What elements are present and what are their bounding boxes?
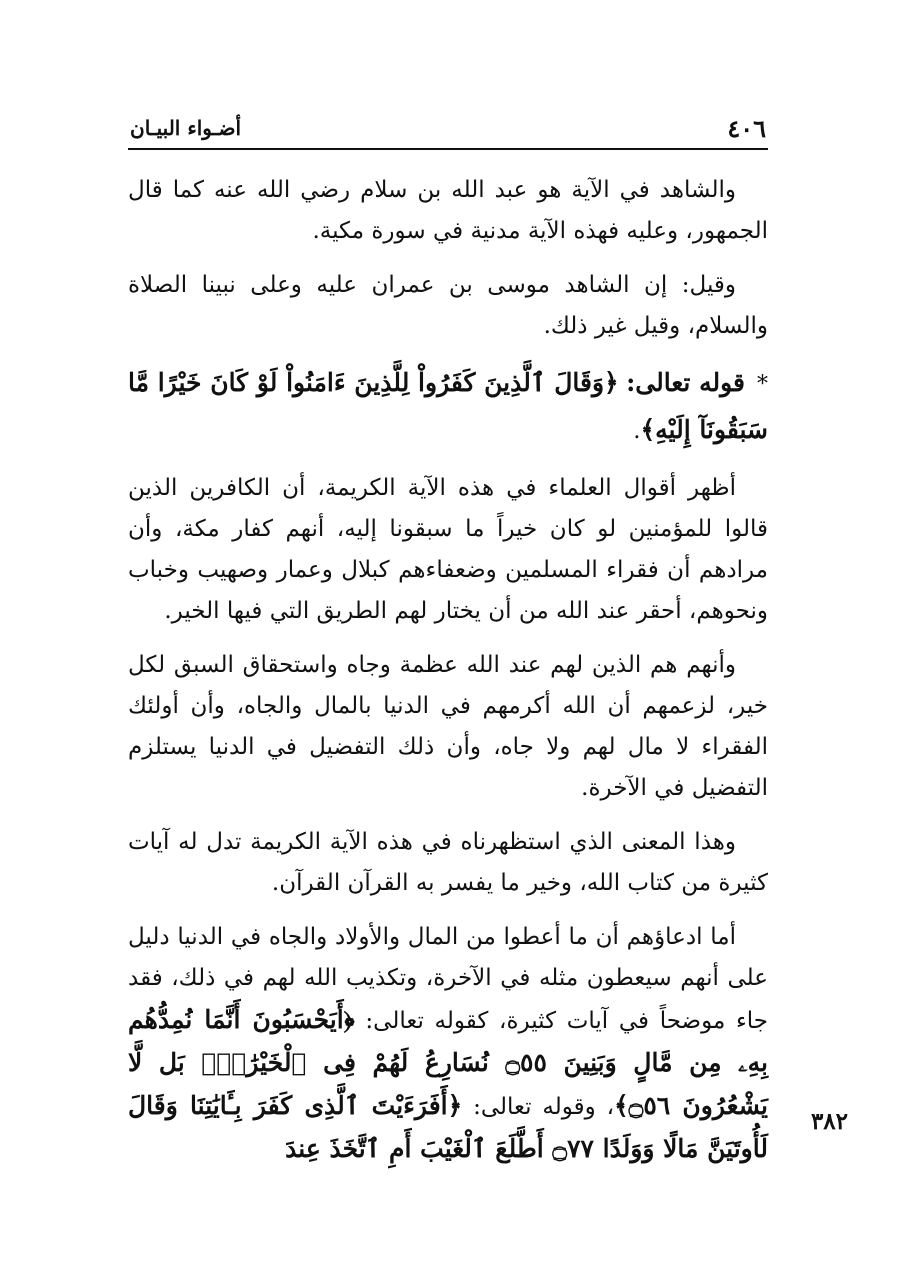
paragraph-3: أظهر أقوال العلماء في هذه الآية الكريمة، أن الكافرين الذين قالوا للمؤمنين لو كان خيراً ما سبقونا إليه، أنهم كفار مكة، وأن مرادهم أن فقراء المسلمين وضعفاءهم كبلال وعمار وصهيب وخباب ونحوهم، أحقر عند الله من أن يختار لهم الطريق التي فيها الخير. <box>128 475 768 624</box>
paragraph-6-text-1: أما ادعاؤهم أن ما أعطوا من المال والأولاد والجاه في الدنيا دليل على أنهم سيعطون مثله في الآخرة، وتكذيب الله لهم في ذلك، فقد جاء موضحاً في آيات كثيرة، كقوله تعالى: <box>128 924 768 1034</box>
paragraph-1: والشاهد في الآية هو عبد الله بن سلام رضي الله عنه كما قال الجمهور، وعليه فهذه الآية مدنية في سورة مكية. <box>128 177 768 244</box>
paragraph-2: وقيل: إن الشاهد موسى بن عمران عليه وعلى نبينا الصلاة والسلام، وقيل غير ذلك. <box>128 272 768 339</box>
verse-heading <box>128 360 768 454</box>
page-header <box>128 106 768 150</box>
book-title: أضـواء البيـان <box>130 116 242 140</box>
verse-heading-label: قوله تعالى: <box>626 368 745 397</box>
paragraph-5: وهذا المعنى الذي استظهرناه في هذه الآية الكريمة تدل له آيات كثيرة من كتاب الله، وخير ما يفسر به القرآن القرآن. <box>128 829 768 896</box>
header-rule <box>128 148 768 150</box>
star-icon: * <box>757 372 768 397</box>
quran-verse-3: ﴿أَفَرَءَيْتَ ٱلَّذِى كَفَرَ بِـَٔايَٰتِنَا وَقَالَ لَأُوتَيَنَّ مَالًا وَوَلَدًا ۝٧٧ أَطَّلَعَ ٱلْغَيْبَ أَمِ ٱتَّخَذَ عِندَ <box>128 1091 768 1163</box>
paragraph-4: وأنهم هم الذين لهم عند الله عظمة وجاه واستحقاق السبق لكل خير، لزعمهم أن الله أكرمهم في الدنيا بالمال والجاه، وأن أولئك الفقراء لا مال لهم ولا جاه، وأن ذلك التفضيل في الدنيا يستلزم التفضيل في الآخرة. <box>128 652 768 801</box>
paragraph-6 <box>128 917 768 1171</box>
page-number: ٤٠٦ <box>727 114 766 143</box>
quran-verse-2: ﴿أَيَحْسَبُونَ أَنَّمَا نُمِدُّهُم بِهِۦ مِن مَّالٍ وَبَنِينَ ۝٥٥ نُسَارِعُ لَهُمْ فِى ٱلْخَيْرَٰتِۚ بَل لَّا يَشْعُرُونَ ۝٥٦﴾ <box>128 1005 768 1120</box>
margin-number: ٣٨٢ <box>810 1108 848 1135</box>
quran-verse: ﴿وَقَالَ ٱلَّذِينَ كَفَرُواْ لِلَّذِينَ ءَامَنُواْ لَوْ كَانَ خَيْرًا مَّا سَبَقُونَآ إِلَيْهِ﴾ <box>128 368 768 444</box>
verse-heading-end: . <box>633 418 641 444</box>
paragraph-6-text-2: ، وقوله تعالى: <box>462 1094 615 1120</box>
body-text <box>128 170 768 1171</box>
